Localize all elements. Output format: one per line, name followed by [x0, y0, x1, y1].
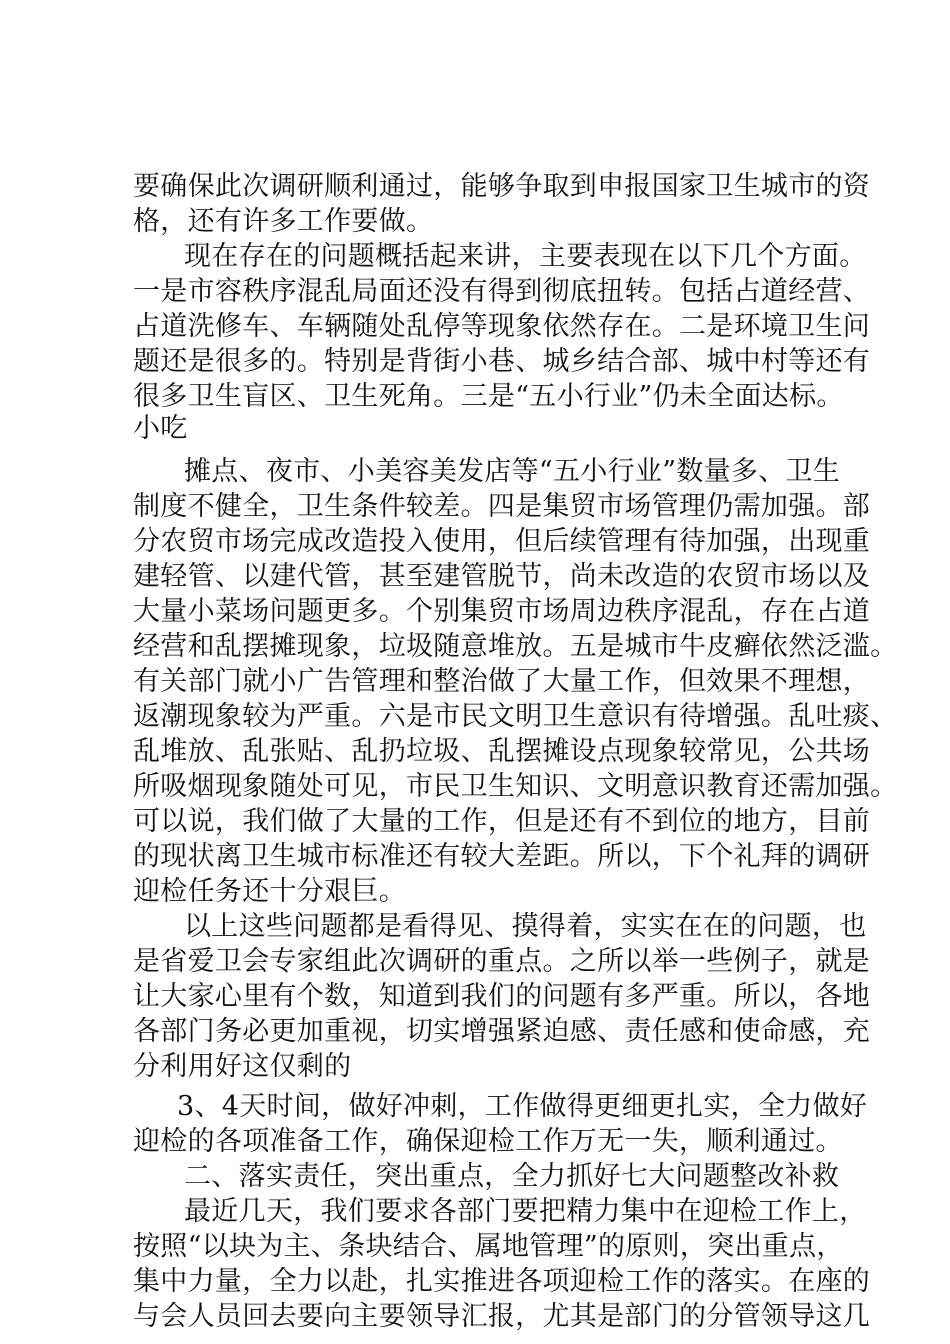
text-line: 格，还有许多工作要做。 — [133, 206, 434, 237]
text-line: 要确保此次调研顺利通过，能够争取到申报国家卫生城市的资 — [133, 171, 871, 202]
text-line: 现在存在的问题概括起来讲，主要表现在以下几个方面。 — [184, 241, 867, 272]
text-line: 的现状离卫生城市标准还有较大差距。所以，下个礼拜的调研 — [133, 841, 871, 872]
text-line: 与会人员回去要向主要领导汇报，尤其是部门的分管领导这几 — [133, 1301, 871, 1332]
text-line: 题还是很多的。特别是背街小巷、城乡结合部、城中村等还有 — [133, 346, 871, 377]
text-line: 所吸烟现象随处可见，市民卫生知识、文明意识教育还需加强。 — [133, 771, 898, 802]
text-line: 小吃 — [133, 413, 188, 444]
text-line: 按照“以块为主、条块结合、属地管理”的原则，突出重点， — [133, 1231, 844, 1262]
text-line: 大量小菜场问题更多。个别集贸市场周边秩序混乱，存在占道 — [133, 596, 871, 627]
text-line: 以上这些问题都是看得见、摸得着，实实在在的问题，也 — [184, 911, 867, 942]
text-line: 返潮现象较为严重。六是市民文明卫生意识有待增强。乱吐痰、 — [133, 701, 898, 732]
text-line: 很多卫生盲区、卫生死角。三是“五小行业”仍未全面达标。 — [133, 381, 844, 412]
section-heading: 二、落实责任，突出重点，全力抓好七大问题整改补救 — [184, 1161, 840, 1192]
text-line: 乱堆放、乱张贴、乱扔垃圾、乱摆摊设点现象较常见，公共场 — [133, 736, 871, 767]
text-line: 经营和乱摆摊现象，垃圾随意堆放。五是城市牛皮癣依然泛滥。 — [133, 631, 898, 662]
text-line: 一是市容秩序混乱局面还没有得到彻底扭转。包括占道经营、 — [133, 276, 871, 307]
text-line: 迎检的各项准备工作，确保迎检工作万无一失，顺利通过。 — [133, 1126, 843, 1157]
text-line: 最近几天，我们要求各部门要把精力集中在迎检工作上， — [184, 1196, 867, 1227]
text-line: 占道洗修车、车辆随处乱停等现象依然存在。二是环境卫生问 — [133, 311, 871, 342]
text-line: 是省爱卫会专家组此次调研的重点。之所以举一些例子，就是 — [133, 946, 871, 977]
text-line: 可以说，我们做了大量的工作，但是还有不到位的地方，目前 — [133, 806, 871, 837]
text-line: 建轻管、以建代管，甚至建管脱节，尚未改造的农贸市场以及 — [133, 561, 871, 592]
text-line: 摊点、夜市、小美容美发店等“五小行业”数量多、卫生 — [184, 456, 841, 487]
text-line: 让大家心里有个数，知道到我们的问题有多严重。所以，各地 — [133, 981, 871, 1012]
text-line: 集中力量，全力以赴，扎实推进各项迎检工作的落实。在座的 — [133, 1266, 871, 1297]
text-line: 制度不健全，卫生条件较差。四是集贸市场管理仍需加强。部 — [133, 491, 871, 522]
text-line: 各部门务必更加重视，切实增强紧迫感、责任感和使命感，充 — [133, 1016, 871, 1047]
text-line: 3、4天时间，做好冲刺，工作做得更细更扎实，全力做好 — [177, 1091, 868, 1122]
text-line: 分农贸市场完成改造投入使用，但后续管理有待加强，出现重 — [133, 526, 871, 557]
text-line: 有关部门就小广告管理和整治做了大量工作，但效果不理想， — [133, 666, 871, 697]
text-line: 迎检任务还十分艰巨。 — [133, 876, 406, 907]
text-line: 分利用好这仅剩的 — [133, 1051, 352, 1082]
